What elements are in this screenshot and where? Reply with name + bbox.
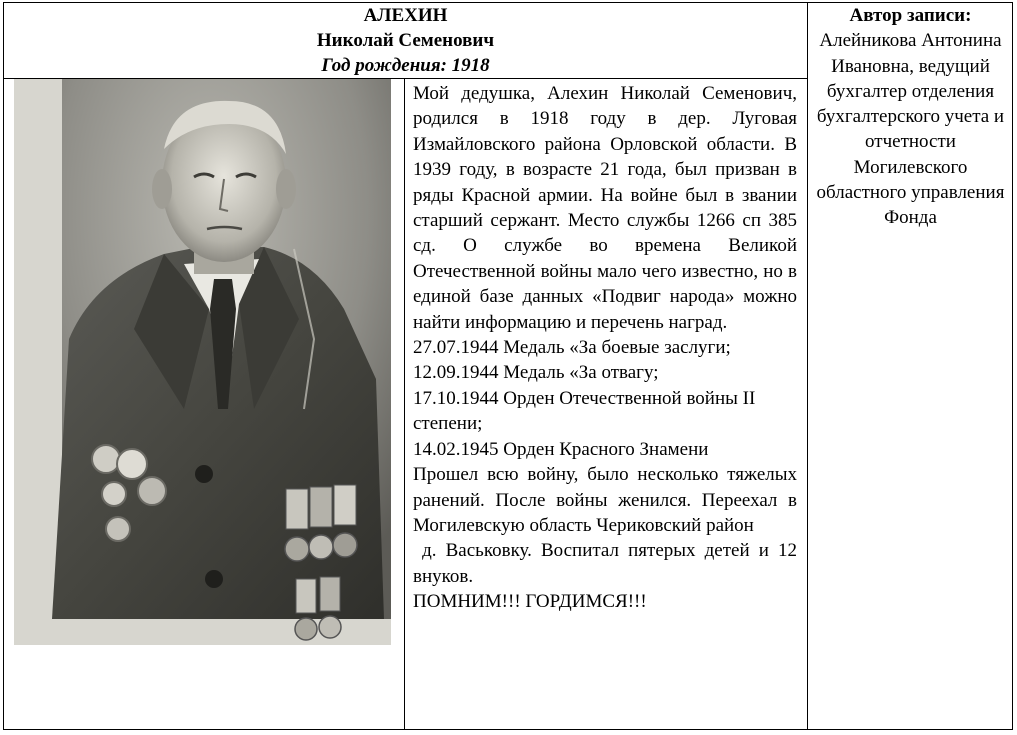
veteran-portrait-photo <box>14 79 391 645</box>
given-names: Николай Семенович <box>316 30 495 51</box>
portrait-illustration <box>14 79 391 645</box>
table-border-left <box>3 2 4 730</box>
biography-text <box>413 81 802 615</box>
author-name: Алейникова Антонина Ивановна, ведущий бухгалтер отделения бухгалтерского учета и отчетности Могилевского областного управления Фонда <box>816 30 1005 229</box>
biography-after-war: Прошел всю войну, было несколько тяжелых ранений. После войны женился. Переехал в Могилевскую область Чериковский район <box>413 464 797 536</box>
closing-slogan: ПОМНИМ!!! ГОРДИМСЯ!!! <box>413 591 647 613</box>
biography-intro: Мой дедушка, Алехин Николай Семенович, родился в 1918 году в дер. Луговая Измайловского района Орловской области. В 1939 году, в возрасте 21 года, был призван в ряды Красной армии. На войне был в звании старший сержант. Место службы 1266 сп 385 сд. О службе во времена Великой Отечественной войны мало чего известно, но в единой базе данных «Подвиг народа» можно найти информацию и перечень наград. <box>413 83 797 333</box>
table-border-bottom <box>3 729 1013 730</box>
award-item: 14.02.1945 Орден Красного Знамени <box>413 438 709 460</box>
record-header <box>3 2 808 79</box>
surname: АЛЕХИН <box>363 5 448 26</box>
biography-village: д. Васьковку. Воспитал пятерых детей и 12 внуков. <box>413 540 802 587</box>
author-column <box>808 2 1013 231</box>
photo-column-divider <box>404 78 405 730</box>
award-item: 17.10.1944 Орден Отечественной войны II степени; <box>413 387 756 435</box>
award-item: 12.09.1944 Медаль «За отвагу; <box>413 362 659 384</box>
award-item: 27.07.1944 Медаль «За боевые заслуги; <box>413 337 731 359</box>
birth-year: Год рождения: 1918 <box>321 55 490 76</box>
author-label: Автор записи: <box>849 5 972 26</box>
